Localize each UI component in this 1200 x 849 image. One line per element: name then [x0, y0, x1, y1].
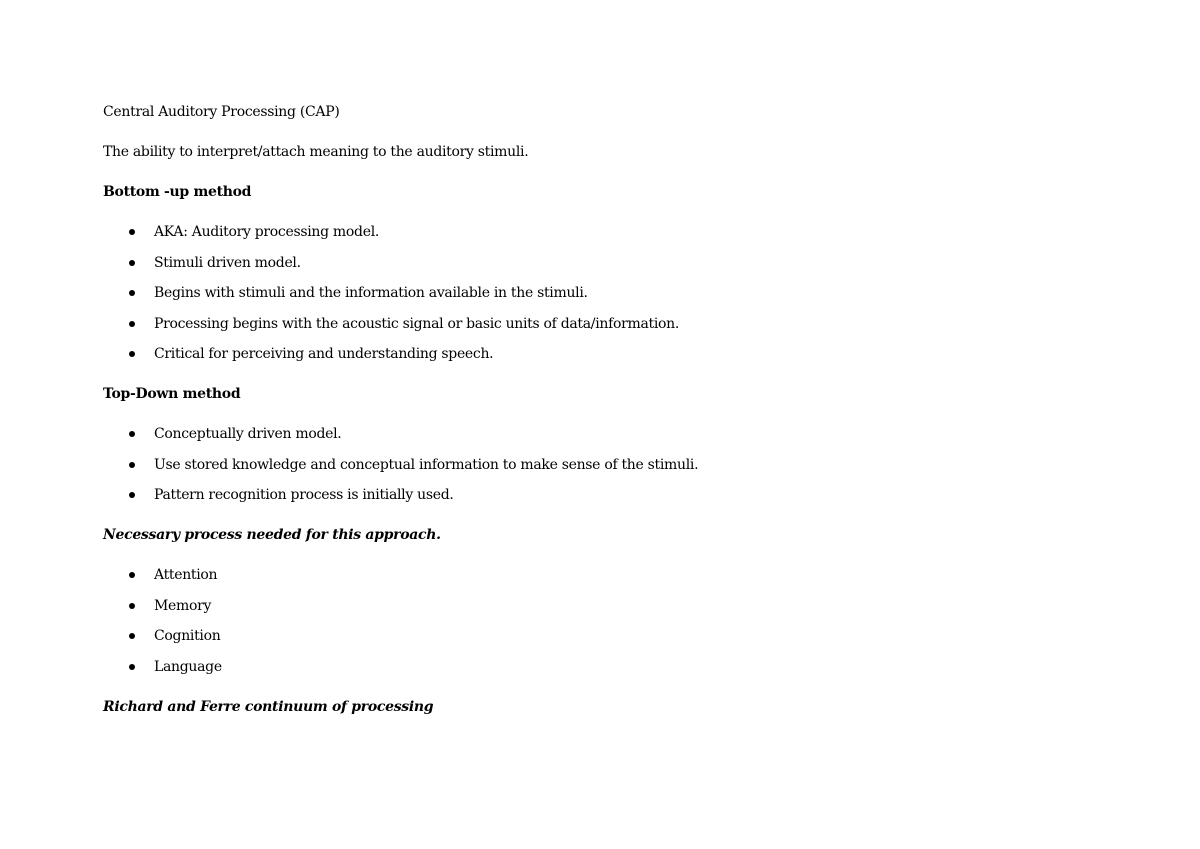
- spacer: [103, 516, 1103, 525]
- list-item-text: Cognition: [154, 628, 221, 644]
- bullet-icon: [129, 462, 135, 468]
- section-heading-bottom-up: Bottom -up method: [103, 184, 252, 200]
- definition-paragraph: The ability to interpret/attach meaning to the auditory stimuli.: [103, 144, 529, 160]
- section-heading-top-down: Top-Down method: [103, 386, 241, 402]
- list-item: [103, 344, 1103, 364]
- list-item: [103, 253, 1103, 273]
- spacer: [103, 375, 1103, 384]
- bullet-icon: [129, 572, 135, 578]
- document-body: [103, 102, 1103, 737]
- bullet-list-bottom-up: [103, 222, 1103, 364]
- closing-heading: Richard and Ferre continuum of processing: [103, 698, 434, 715]
- list-item-text: Critical for perceiving and understanding speech.: [154, 346, 494, 362]
- list-item-text: Attention: [154, 567, 218, 583]
- bullet-icon: [129, 351, 135, 357]
- list-item-text: Processing begins with the acoustic signal or basic units of data/information.: [154, 315, 680, 332]
- bullet-list-necessary-process: [103, 565, 1103, 677]
- bullet-icon: [129, 431, 135, 437]
- section-heading-necessary-process: Necessary process needed for this approach.: [103, 527, 441, 543]
- list-item: [103, 424, 1103, 444]
- list-item-text: Conceptually driven model.: [154, 426, 342, 442]
- list-item: [103, 283, 1103, 303]
- list-item-text: Pattern recognition process is initially used.: [154, 487, 454, 503]
- list-item: [103, 657, 1103, 677]
- spacer: [103, 688, 1103, 697]
- list-item-text: Begins with stimuli and the information available in the stimuli.: [154, 285, 588, 301]
- bullet-icon: [129, 664, 135, 670]
- bullet-icon: [129, 633, 135, 639]
- list-item-text: Use stored knowledge and conceptual information to make sense of the stimuli.: [154, 456, 699, 473]
- list-item: [103, 626, 1103, 646]
- bullet-list-top-down: [103, 424, 1103, 505]
- list-item: [103, 455, 1103, 475]
- bullet-icon: [129, 321, 135, 327]
- list-item: [103, 565, 1103, 585]
- list-item-text: Language: [154, 658, 222, 675]
- list-item-text: AKA: Auditory processing model.: [154, 224, 380, 240]
- list-item: [103, 485, 1103, 505]
- document-title: Central Auditory Processing (CAP): [103, 104, 340, 120]
- bullet-icon: [129, 290, 135, 296]
- bullet-icon: [129, 603, 135, 609]
- list-item: [103, 596, 1103, 616]
- list-item: [103, 222, 1103, 242]
- list-item: [103, 314, 1103, 334]
- list-item-text: Memory: [154, 597, 212, 614]
- bullet-icon: [129, 229, 135, 235]
- bullet-icon: [129, 260, 135, 266]
- bullet-icon: [129, 492, 135, 498]
- list-item-text: Stimuli driven model.: [154, 254, 301, 271]
